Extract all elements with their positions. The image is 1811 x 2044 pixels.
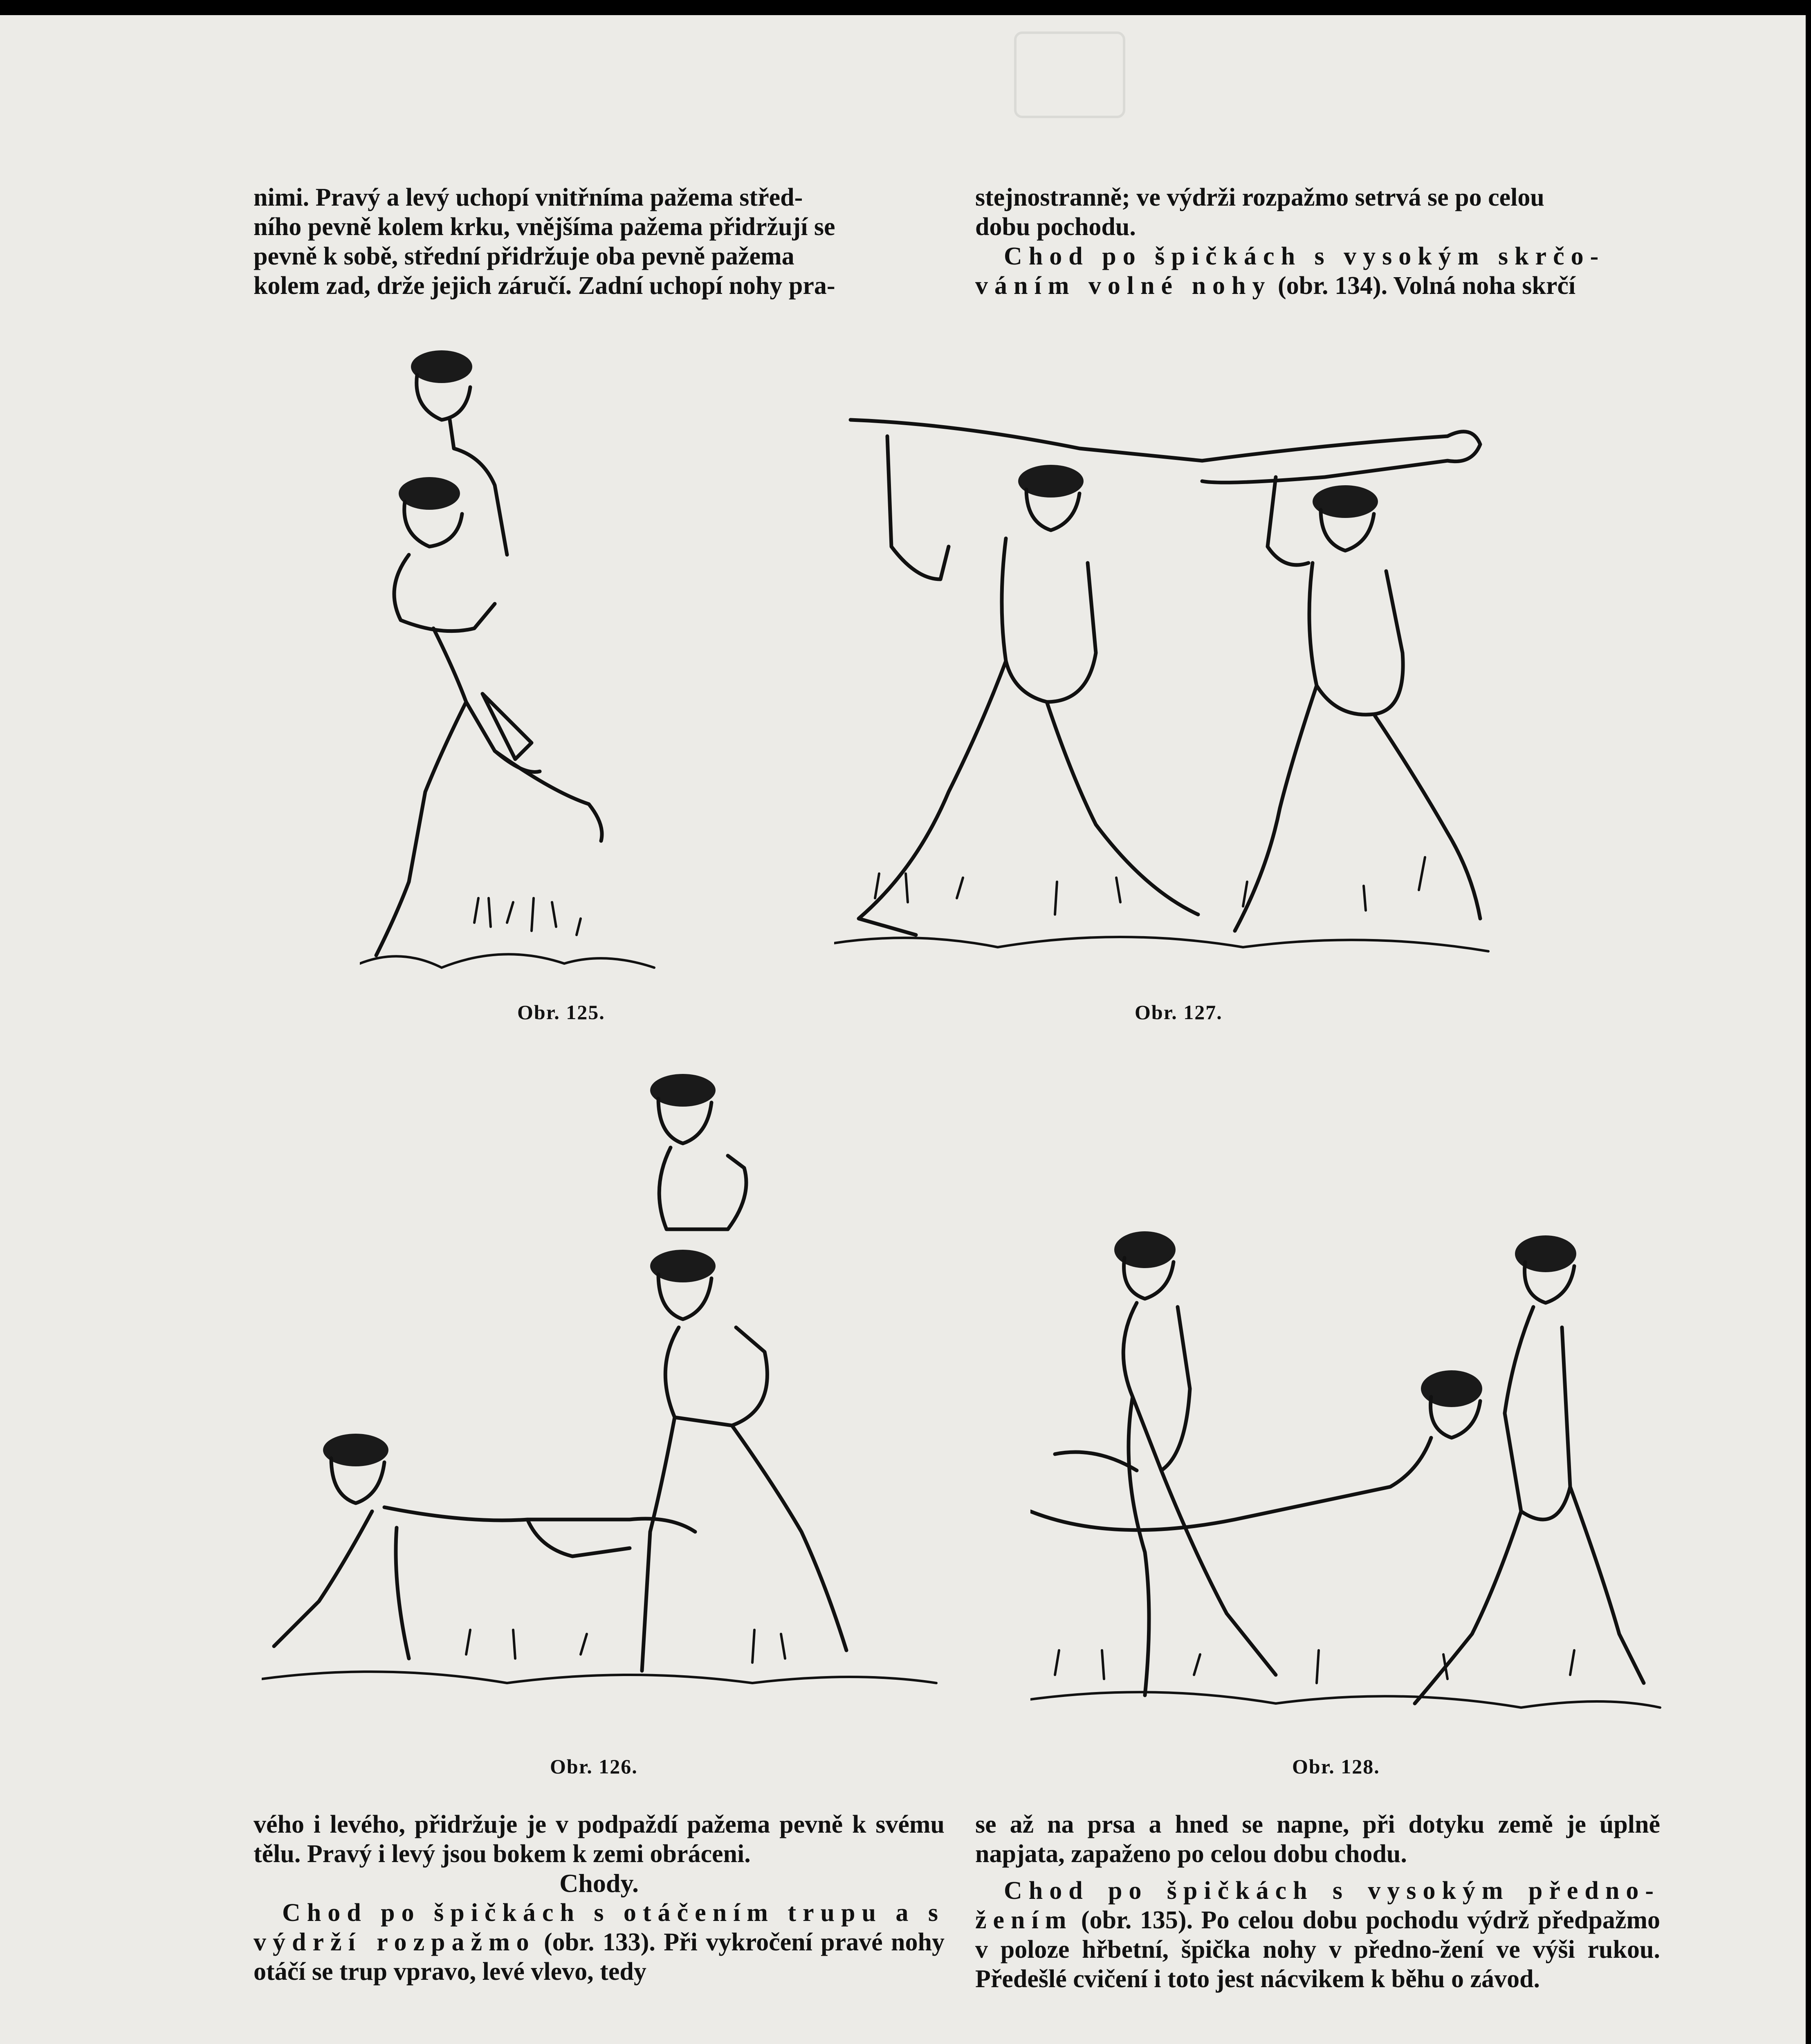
spaced-title: Chod po špičkách s vysokým skrčo- [1004,242,1605,270]
text-line: kolem zad, drže jejich záručí. Zadní uchopí nohy pra- [254,272,835,300]
bottom-left-text [254,1810,945,1986]
text-fragment: (obr. 133). Při vykročení pravé nohy otáčí se trup vpravo, levé vlevo, tedy [254,1928,945,1986]
paragraph: vého i levého, přidržuje je v podpaždí pažema pevně k svému tělu. Pravý i levý jsou bokem k zemi obráceni. [254,1811,945,1868]
caption-fig125: Obr. 125. [517,1001,605,1024]
paragraph [254,1898,945,1986]
text-line: stejnostranně; ve výdrži rozpažmo setrvá se po celou [975,184,1544,211]
text-line [975,271,1660,300]
spaced-title: Chod po špičkách s vysokým předno-žením [975,1877,1660,1934]
text-line: pevně k sobě, střední přidržuje oba pevně pažema [254,242,794,270]
paragraph [975,1876,1660,1994]
paragraph: se až na prsa a hned se napne, při dotyku země je úplně napjata, zapaženo po celou dobu chodu. [975,1811,1660,1868]
text-fragment: (obr. 134). Volná noha skrčí [1271,272,1576,300]
bottom-right-text [975,1810,1660,1994]
text-line: ního pevně kolem krku, vnějšíma pažema přidržují se [254,213,835,241]
section-heading: Chody. [559,1869,639,1898]
caption-fig126: Obr. 126. [550,1755,638,1778]
top-right-text [975,183,1660,300]
book-page [0,15,1806,2044]
text-line [975,242,1660,271]
figure-127 [834,399,1542,992]
spaced-title: váním volné nohy [975,272,1272,300]
top-left-text [254,183,945,300]
figure-126 [262,1074,957,1736]
caption-fig128: Obr. 128. [1292,1755,1380,1778]
text-line: nimi. Pravý a levý uchopí vnitřníma pažema střed- [254,184,803,211]
text-fragment: (obr. 135). Po celou dobu pochodu výdrž předpažmo v poloze hřbetní, špička nohy v předno-žení ve výši rukou. Předešlé cvičení i toto jest nácvikem k běhu o závod. [975,1906,1660,1993]
figure-125 [360,342,769,996]
text-line: dobu pochodu. [975,213,1136,241]
spaced-title: Chod po špičkách s otáčením trupu a s výdrží rozpažmo [254,1899,945,1956]
figure-128 [1030,1225,1668,1744]
paper-stain [1014,31,1125,118]
caption-fig127: Obr. 127. [1135,1001,1223,1024]
